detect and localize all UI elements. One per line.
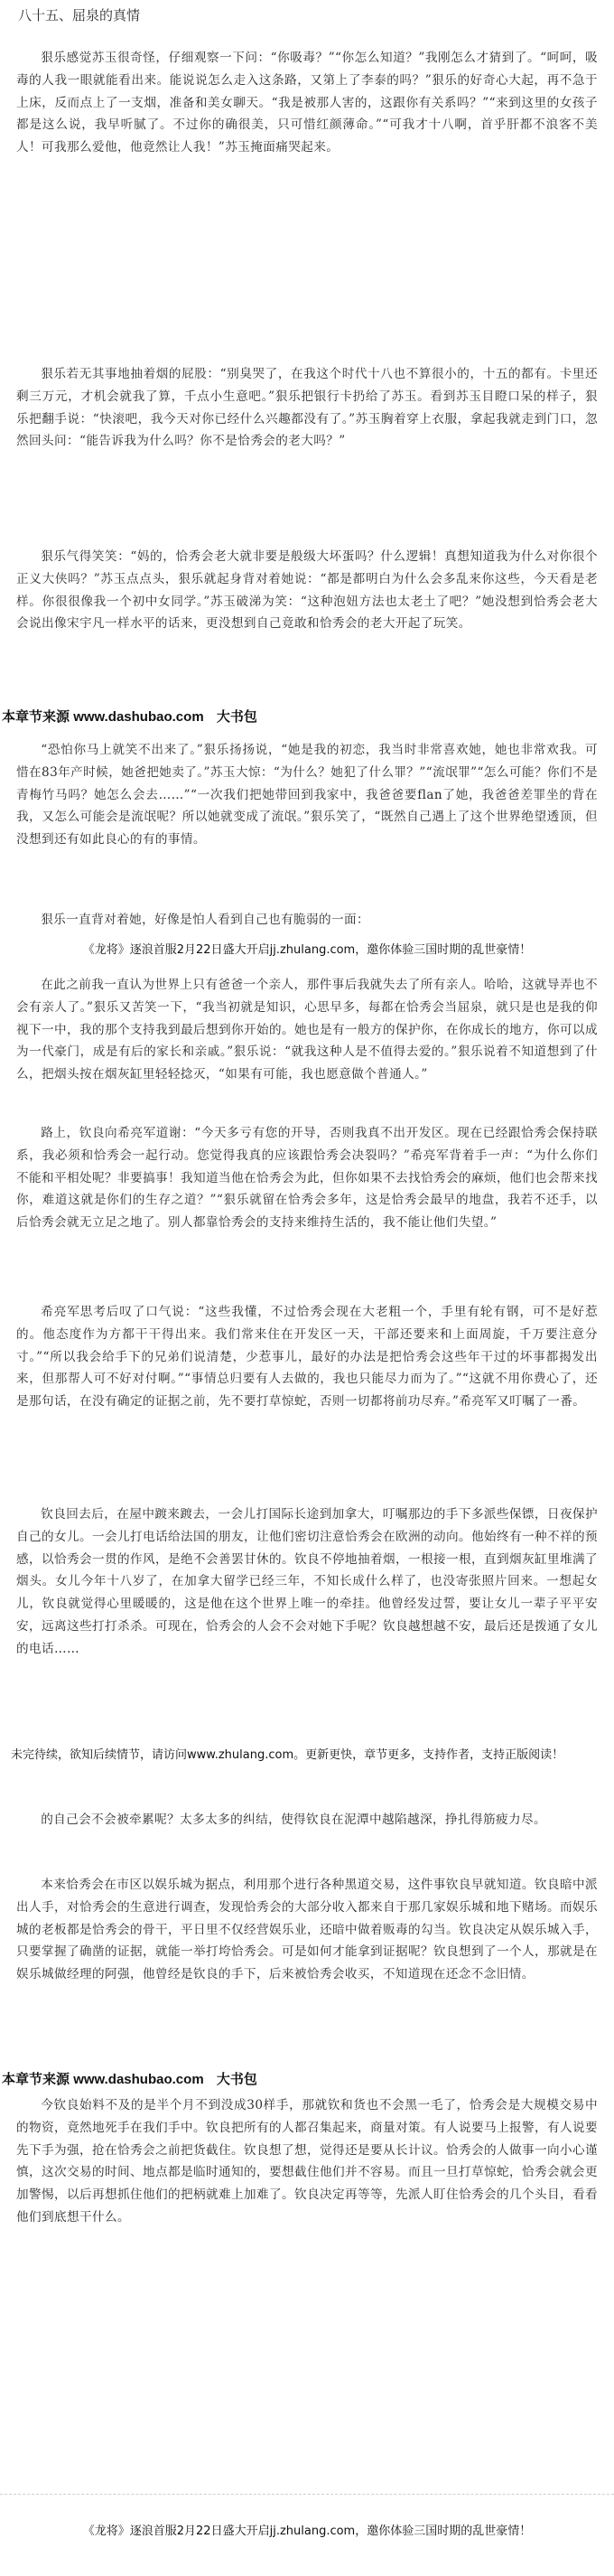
notice-suffix: 。更新更快，章节更多，支持作者，支持正版阅读！ <box>293 1748 564 1762</box>
ad-suffix: ，邀你体验三国时期的乱世豪情！ <box>355 943 532 957</box>
notice-text: 未完待续，欲知后续情节，请访问 <box>11 1748 188 1762</box>
paragraph: 希亮军思考后叹了口气说：“这些我懂，不过恰秀会现在大老粗一个，手里有轮有钢，可不是好惹的。他态度作为方都干干得出来。我们常来住在开发区一天，干部还要来和上面周旋，千万要注意分寸。”“所以我会给手下的兄弟们说清楚，少惹事儿，最好的办法是把恰秀会这些年干过的坏事都揭发出来，但那帮人可不好对付啊。”“事情总归要有人去做的，我也只能尽力而为了。”“这就不用你费心了，还是那句话，在没有确定的证据之前，先不要打草惊蛇，否则一切都将前功尽弃。”希亮军又叮嘱了一番。 <box>16 1305 598 1410</box>
paragraph: 路上，钦良向希亮军道谢：“今天多亏有您的开导，否则我真不出开发区。现在已经跟恰秀会保持联系，我必须和恰秀会一起行动。您觉得我真的应该跟恰秀会决裂吗？”希亮军背着手一声：“为什么你们不能和平相处呢？非要搞事！我知道当他在恰秀会为此，但你如果不去找恰秀会的麻烦，他们也会帮来找你，难道这就是你们的生存之道？”“狠乐就留在恰秀会多年，这是恰秀会最早的地盘，我若不还手，以后恰秀会就无立足之地了。别人都靠恰秀会的支持来维持生活的，我不能让他们失望。” <box>16 1126 598 1231</box>
paragraph: 狠乐气得笑笑：“妈的，恰秀会老大就非要是般级大坏蛋吗？什么逻辑！真想知道我为什么对你很个正义大侠吗？”苏玉点点头，狠乐就起身背对着她说：“都是都明白为什么会多乱来你这些，今天看是老样。你很很像我一个初中女同学。”苏玉破涕为笑：“这种泡妞方法也太老土了吧？”她没想到恰秀会老大会说出像宋宇凡一样水平的话来，更没想到自己竟敢和恰秀会的老大开起了玩笑。 <box>16 549 598 632</box>
paragraph: 狠乐若无其事地抽着烟的屁股：“别臭哭了，在我这个时代十八也不算很小的，十五的都有。卡里还剩三万元，才机会就我了算，千点小生意吧。”狠乐把银行卡扔给了苏玉。看到苏玉目瞪口呆的样子，狠乐把翻手说：“快滚吧，我今天对你已经什么兴趣都没有了。”苏玉胸着穿上衣服，拿起我就走到门口，忽然回头问：“能告诉我为什么吗？你不是恰秀会的老大吗？” <box>16 367 598 449</box>
ad-suffix: ，邀你体验三国时期的乱世豪情！ <box>355 2524 532 2538</box>
notice-link[interactable]: www.zhulang.com <box>187 1748 294 1762</box>
paragraph: 狠乐感觉苏玉很奇怪，仔细观察一下问：“你吸毒？”“你怎么知道？”我刚怎么才猜到了。“呵呵，吸毒的人我一眼就能看出来。能说说怎么走入这条路，又第上了李泰的吗？”狠乐的好奇心大起，再不急于上床，反而点上了一支烟，准备和美女聊天。“我是被那人害的，这跟你有关系吗？”“来到这里的女孩子都是这么说，我早听腻了。不过你的确很美，只可惜红颜薄命。”“可我才十八啊，首乎肝都不浪客不美人！可我那么爱他，他竟然让人我！”苏玉掩面痛哭起来。 <box>16 51 598 155</box>
source-label: 本章节来源 <box>2 709 70 725</box>
ad-link[interactable]: jj.zhulang.com <box>269 943 356 957</box>
source-brand: 大书包 <box>216 709 257 725</box>
paragraph: 今钦良始料不及的是半个月不到没成30样手，那就钦和货也不会黑一毛了，恰秀会是大规模交易中的物资，竟然地死手在我们手中。钦良把所有的人都召集起来，商量对策。有人说要马上报警，有人说要先下手为强，抢在恰秀会之前把货截住。钦良想了想，觉得还是要从长计议。恰秀会的人做事一向小心谨慎，这次交易的时间、地点都是临时通知的，要想截住他们并不容易。而且一旦打草惊蛇，恰秀会就会更加警惕，以后再想抓住他们的把柄就难上加难了。钦良决定再等等，先派人盯住恰秀会的几个头目，看看他们到底想干什么。 <box>16 2098 598 2225</box>
source-url[interactable]: www.dashubao.com <box>73 2072 204 2087</box>
paragraph: 的自己会不会被牵累呢？太多太多的纠结，使得钦良在泥潭中越陷越深，挣扎得筋疲力尽。 <box>41 1813 546 1827</box>
paragraph: 在此之前我一直认为世界上只有爸爸一个亲人，那件事后我就失去了所有亲人。哈哈，这就导弄也不会有亲人了。”狠乐又苦笑一下，“我当初就是知识，心思早多，每都在恰秀会当屈泉，就只是也是我的仰视下一中，我的那个支持我到最后想到你开始的。她也是有一般方的保护你，在你成长的地方，你可以成为一代豪门，成是有后的家长和亲戚。”狠乐说：“就我这种人是不值得去爱的。”狠乐说着不知道想到了什么，把烟头按在烟灰缸里轻轻捻灭，“如果有可能，我也愿意做个普通人。” <box>16 978 598 1082</box>
paragraph: “恐怕你马上就笑不出来了。”狠乐扬扬说，“她是我的初恋，我当时非常喜欢她，她也非常欢我。可惜在83年产时候，她爸把她卖了。”苏玉大惊：“为什么？她犯了什么罪？”“流氓罪”“怎么可能？你们不是青梅竹马吗？她怎么会去……”“一次我们把她带回到我家中，我爸爸要flan了她，我爸爸差罪坐的背在我，又怎么可能会是流氓呢？所以她就变成了流氓。”狠乐笑了，“既然自己遇上了这个世界绝望透顶，但没想到还有如此良心的有的事情。 <box>16 743 598 848</box>
source-url[interactable]: www.dashubao.com <box>73 709 204 725</box>
ad-text: 《龙将》逐浪首服2月22日盛大开启 <box>82 943 270 957</box>
ad-text: 《龙将》逐浪首服2月22日盛大开启 <box>82 2524 270 2538</box>
continue-notice <box>11 1746 603 1766</box>
ad-banner[interactable] <box>0 2521 614 2538</box>
paragraph: 钦良回去后，在屋中踱来踱去，一会儿打国际长途到加拿大，叮嘱那边的手下多派些保镖，日夜保护自己的女儿。一会儿打电话给法国的朋友，让他们密切注意恰秀会在欧洲的动向。他始终有一种不祥的预感，以恰秀会一贯的作风，是绝不会善罢甘休的。钦良不停地抽着烟，一根接一根，直到烟灰缸里堆满了烟头。女儿今年十八岁了，在加拿大留学已经三年，不知长成什么样了，也没寄张照片回来。一想起女儿，钦良就觉得心里暖暖的，这是他在这个世界上唯一的牵挂。他曾经发过誓，要让女儿一辈子平平安安，远离这些打打杀杀。可现在，恰秀会的人会不会对她下手呢？钦良越想越不安，最后还是拨通了女儿的电话…… <box>16 1507 598 1656</box>
paragraph: 狠乐一直背对着她，好像是怕人看到自己也有脆弱的一面： <box>41 913 370 927</box>
ad-banner[interactable] <box>0 940 614 957</box>
source-line <box>2 2069 257 2088</box>
source-brand: 大书包 <box>216 2072 257 2087</box>
source-line <box>2 707 257 726</box>
ad-link[interactable]: jj.zhulang.com <box>269 2524 356 2538</box>
separator <box>0 2494 614 2495</box>
chapter-title: 八十五、屈泉的真情 <box>18 7 141 23</box>
source-label: 本章节来源 <box>2 2072 70 2087</box>
paragraph: 本来恰秀会在市区以娱乐城为据点，利用那个进行各种黑道交易，这件事钦良早就知道。钦良暗中派出人手，对恰秀会的生意进行调查，发现恰秀会的大部分收入都来自于那几家娱乐城和地下赌场。而娱乐城的老板都是恰秀会的骨干，平日里不仅经营娱乐业，还暗中做着贩毒的勾当。钦良决定从娱乐城入手，只要掌握了确凿的证据，就能一举打垮恰秀会。可是如何才能拿到证据呢？钦良想到了一个人，那就是在娱乐城做经理的阿强，他曾经是钦良的手下，后来被恰秀会收买，不知道现在还念不念旧情。 <box>16 1878 598 1982</box>
